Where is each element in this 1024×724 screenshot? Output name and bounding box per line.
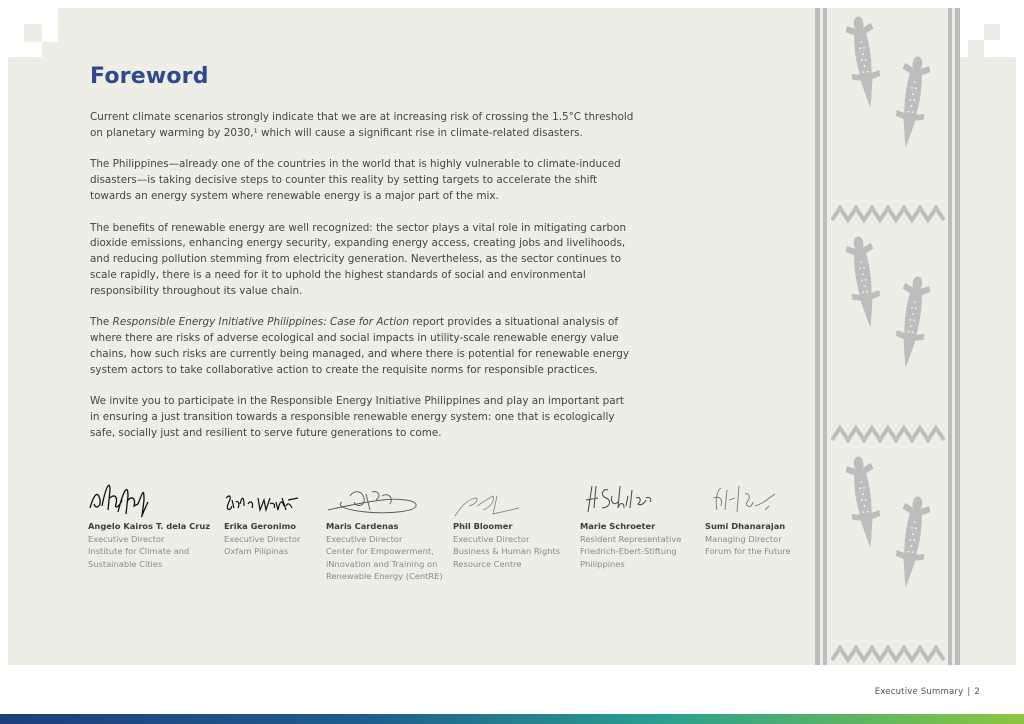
lizard-motif-pattern [816,8,960,665]
page-panel-top [58,8,818,58]
corner-notch [24,24,42,42]
footer-gradient-bar [0,714,1024,724]
paragraph: The Responsible Energy Initiative Philippines: Case for Action report provides a situational analysis of where there are risks of adverse ecological and social impacts in utility-scale renewable energy value chains, how such risks are currently being managed, and where there is potential for renewable energy system actors to take collaborative action to create the requisite norms for responsible practices. [90,316,629,376]
report-title: Responsible Energy Initiative Philippines: Case for Action [112,316,410,329]
signatory-org: Friedrich-Ebert-Stiftung Philippines [580,546,677,569]
signatory-role: Executive Director [453,533,530,544]
handwritten-signature [453,476,533,522]
handwritten-signature [580,476,660,522]
signatory-org: Forum for the Future [705,546,791,557]
signatory-name: Erika Geronimo [224,521,296,531]
handwritten-signature [326,476,422,522]
foreword-body [90,110,635,442]
handwritten-signature [705,476,785,522]
signatory-org: Center for Empowerment, iNnovation and Training on Renewable Energy (CentRE) [326,546,443,582]
corner-notch [984,24,1000,40]
paragraph: Current climate scenarios strongly indicate that we are at increasing risk of crossing the 1.5°C threshold on planetary warming by 2030,¹ which will cause a significant rise in climate-related disasters. [90,111,634,139]
paragraph: The Philippines—already one of the countries in the world that is highly vulnerable to climate-induced disasters—is taking decisive steps to counter this reality by setting targets to accelerate the shift towards an energy system where renewable energy is a major part of the mix. [90,158,621,202]
signatory-name: Marie Schroeter [580,521,656,531]
page-footer [875,687,980,697]
signatory-name: Sumi Dhanarajan [705,521,786,531]
signatory-org: Institute for Climate and Sustainable Cities [88,546,190,569]
handwritten-signature [88,476,158,522]
signatory-role: Executive Director [224,533,301,544]
footer-separator: | [967,687,971,697]
signatory-name: Phil Bloomer [453,521,513,531]
footer-section: Executive Summary [874,687,964,697]
paragraph: We invite you to participate in the Responsible Energy Initiative Philippines and play an important part in ensuring a just transition towards a responsible renewable energy system: one that is ecologically safe, socially just and resilient to serve future generations to come. [90,395,624,439]
signatory-name: Angelo Kairos T. dela Cruz [88,521,211,531]
signatory-name: Maris Cardenas [326,521,399,531]
signatory-org: Business & Human Rights Resource Centre [453,546,561,569]
corner-notch [42,42,58,58]
signatory-org: Oxfam Pilipinas [224,546,289,557]
page-number: 2 [974,687,980,697]
signatory-role: Executive Director [88,533,165,544]
signatory-role: Managing Director [705,533,782,544]
signatory-role: Executive Director [326,533,403,544]
handwritten-signature [224,476,304,522]
paragraph: The benefits of renewable energy are well recognized: the sector plays a vital role in mitigating carbon dioxide emissions, enhancing energy security, expanding energy access, creating jobs and livelihoods, and reducing pollution stemming from electricity generation. Nevertheless, as the sector continues to scale rapidly, there is a need for it to uphold the highest standards of social and environmental responsibility throughout its value chain. [90,221,627,297]
corner-notch [968,40,984,58]
signatory-role: Resident Representative [580,533,682,544]
page-title: Foreword [90,64,209,89]
